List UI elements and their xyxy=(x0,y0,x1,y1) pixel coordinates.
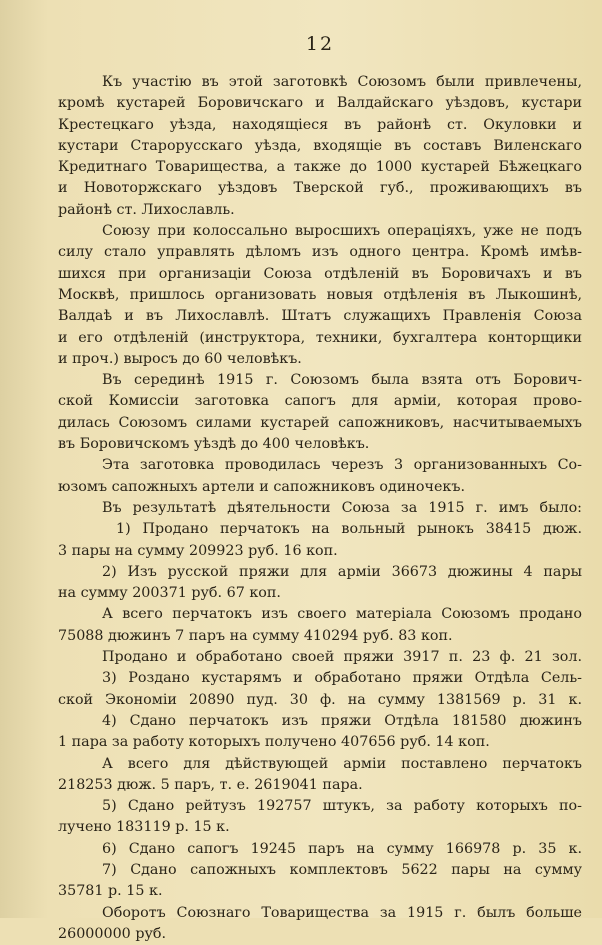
text-line: ской Комиссіи заготовка сапогъ для арміи, которая прово- xyxy=(58,393,582,410)
text-line: Москвѣ, пришлось организовать новыя отдѣленія въ Лыкошинѣ, xyxy=(58,286,582,303)
text-line: Продано и обработано своей пряжи 3917 п. 23 ф. 21 зол. xyxy=(102,649,582,666)
text-line: 75088 дюжинъ 7 паръ на сумму 410294 руб. 83 коп. xyxy=(58,627,453,644)
text-line: 35781 р. 15 к. xyxy=(58,883,163,900)
text-line: Въ результатѣ дѣятельности Союза за 1915 г. имъ было: xyxy=(102,499,582,516)
text-line: 3) Розданo кустарямъ и обработано пряжи Отдѣла Сель- xyxy=(102,670,582,687)
page-number: 12 xyxy=(305,33,335,55)
text-line: Крестецкаго уѣзда, находящіеся въ районѣ ст. Окуловки и xyxy=(58,116,582,133)
text-line: Къ участію въ этой заготовкѣ Союзомъ были привлечены, xyxy=(102,74,582,90)
text-line: Оборотъ Союзнаго Товарищества за 1915 г. былъ больше xyxy=(102,904,582,921)
text-line: 1) Продано перчатокъ на вольный рынокъ 38415 дюж. xyxy=(116,521,582,538)
text-line: А всего для дѣйствующей арміи поставлено перчатокъ xyxy=(102,755,582,772)
text-line: и проч.) выросъ до 60 человѣкъ. xyxy=(58,350,302,367)
text-line: шихся при организаціи Союза отдѣленій въ Боровичахъ и въ xyxy=(58,265,582,282)
text-line: 7) Сдано сапожныхъ комплектовъ 5622 пары на сумму xyxy=(102,861,582,878)
text-line: дилась Союзомъ силами кустарей сапожниковъ, насчитываемыхъ xyxy=(58,414,582,431)
text-line: 26000000 руб. xyxy=(58,925,167,942)
text-line: юзомъ сапожныхъ артели и сапожниковъ одиночекъ. xyxy=(58,478,465,495)
text-line: силу стало управлять дѣломъ изъ одного центра. Кромѣ имѣв- xyxy=(58,244,582,261)
text-line: Союзу при колоссально выросшихъ операціяхъ, уже не подъ xyxy=(102,223,582,240)
text-line: Эта заготовка проводилась черезъ 3 организованныхъ Со- xyxy=(102,457,582,474)
text-line: въ Боровичскомъ уѣздѣ до 400 человѣкъ. xyxy=(58,436,370,453)
text-line: кромѣ кустарей Боровичскаго и Валдайскаго уѣздовъ, кустари xyxy=(58,95,582,112)
text-line: и Новоторжскаго уѣздовъ Тверской губ., проживающихъ въ xyxy=(58,180,582,197)
text-line: 4) Сдано перчатокъ изъ пряжи Отдѣла 181580 дюжинъ xyxy=(102,712,582,729)
text-line: и его отдѣленій (инструктора, техники, бухгалтера конторщики xyxy=(58,329,582,346)
text-line: 218253 дюж. 5 паръ, т. е. 2619041 пара. xyxy=(58,776,363,793)
text-line: на сумму 200371 руб. 67 коп. xyxy=(58,585,281,602)
text-line: Въ серединѣ 1915 г. Союзомъ была взята отъ Борович- xyxy=(102,372,582,389)
text-line: 2) Изъ русской пряжи для арміи 36673 дюжины 4 пары xyxy=(102,563,582,580)
text-line: кустари Старорусскаго уѣзда, входящіе въ составъ Виленскаго xyxy=(58,137,582,154)
text-line: ской Экономіи 20890 пуд. 30 ф. на сумму 1381569 р. 31 к. xyxy=(58,691,582,708)
text-line: Кредитнаго Товарищества, а также до 1000 кустарей Бѣжецкаго xyxy=(58,159,582,176)
text-line: 3 пары на сумму 209923 руб. 16 коп. xyxy=(58,542,338,559)
text-line: лучено 183119 р. 15 к. xyxy=(58,819,230,836)
text-line: Валдаѣ и въ Лихославлѣ. Штатъ служащихъ Правленія Союза xyxy=(58,308,582,325)
text-line: 5) Сдано рейтузъ 192757 штукъ, за работу которыхъ по- xyxy=(102,798,582,815)
text-line: 6) Сдано сапогъ 19245 паръ на сумму 166978 р. 35 к. xyxy=(102,840,582,857)
text-line: 1 пара за работу которыхъ получено 407656 руб. 14 коп. xyxy=(58,734,490,751)
text-line: А всего перчатокъ изъ своего матеріала Союзомъ продано xyxy=(102,606,582,623)
text-line: районѣ ст. Лихославль. xyxy=(58,201,235,218)
body-text xyxy=(58,72,582,945)
